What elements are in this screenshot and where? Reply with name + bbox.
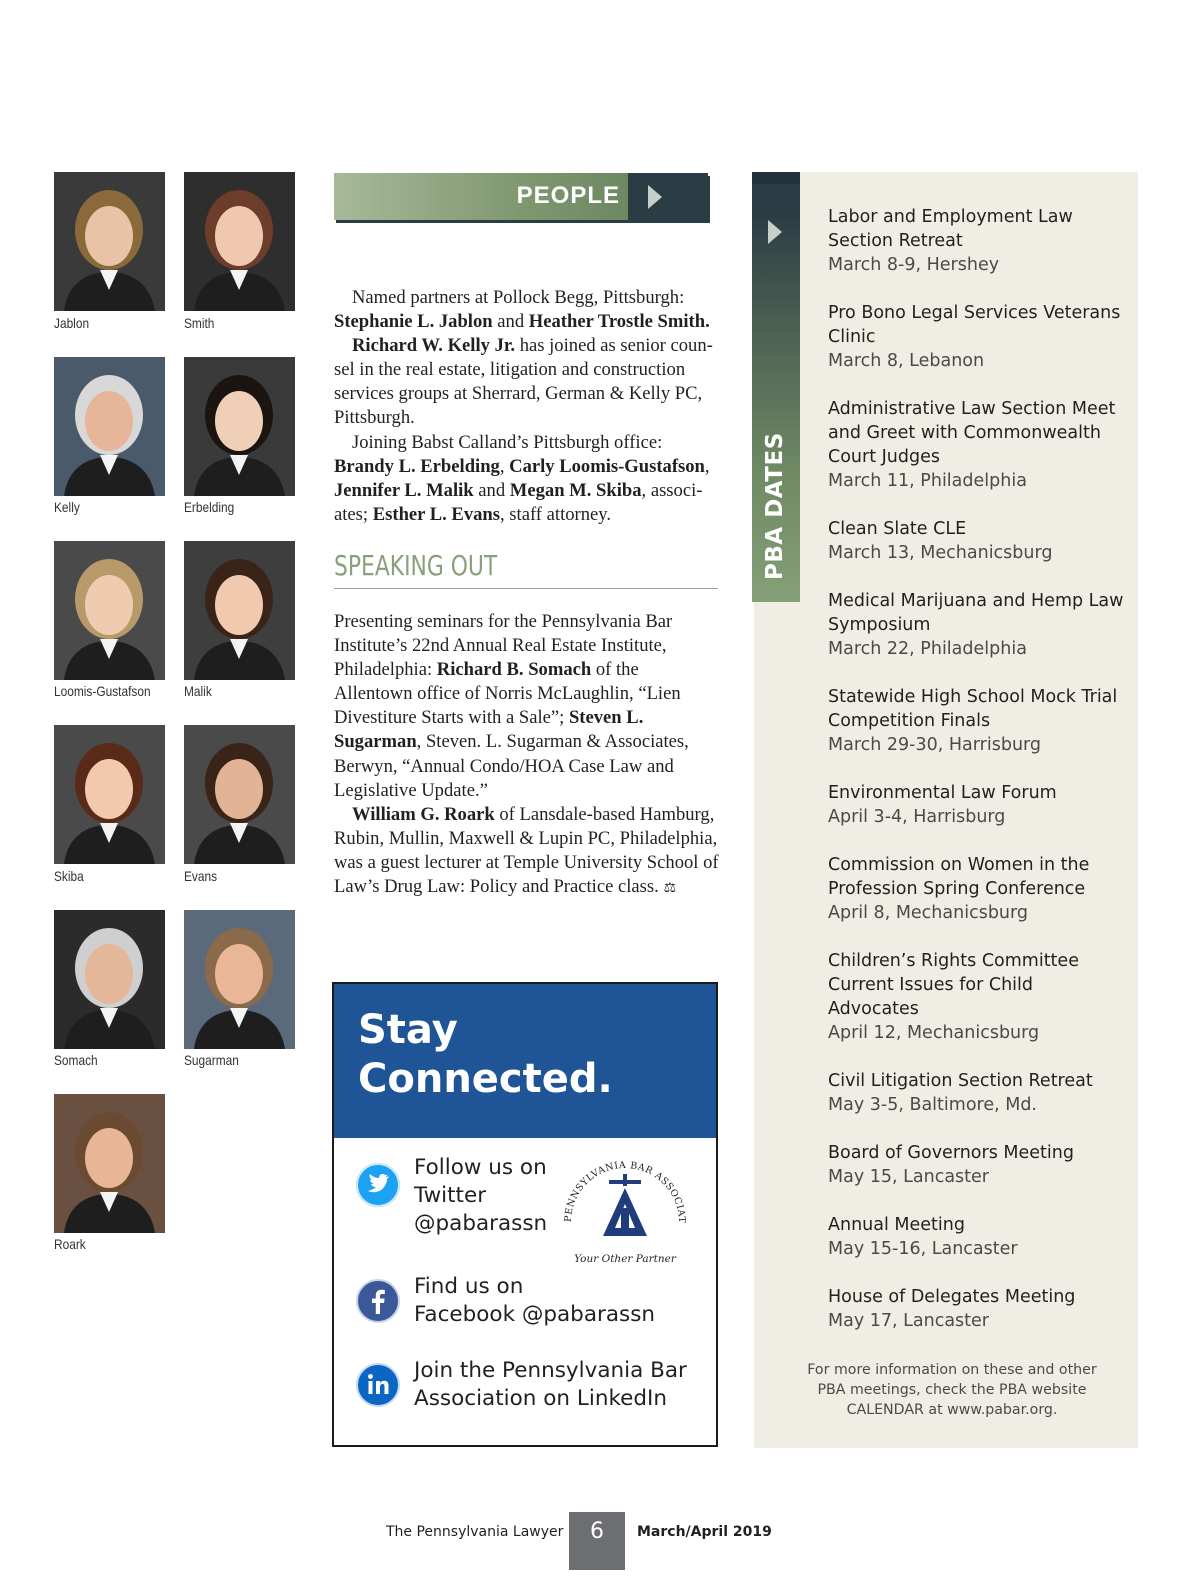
caption-malik: Malik: [184, 683, 212, 699]
speaking-paragraph-1: [334, 610, 720, 803]
banner-arrow: [628, 173, 708, 220]
text: of Lansdale-based Hamburg, Rubin, Mullin, Maxwell & Lupin PC, Philadelphia, was a guest lecturer at Temple University School of Law’s Drug Law: Policy and Practice class.: [334, 803, 719, 898]
linkedin-icon[interactable]: [356, 1363, 400, 1407]
event-date: March 22, Philadelphia: [828, 639, 1027, 659]
event-title: Medical Marijuana and Hemp Law Symposium: [828, 591, 1124, 635]
facebook-text[interactable]: [414, 1273, 655, 1329]
headshot-image: [184, 172, 295, 311]
headshot-image: [54, 172, 165, 311]
event-item: [828, 781, 1128, 829]
event-item: [828, 853, 1128, 925]
name-sugarman: Steven L. Sugarman: [334, 707, 644, 753]
people-paragraph-1: [334, 286, 720, 334]
event-title: Labor and Employment Law Section Retreat: [828, 207, 1073, 251]
caption-smith: Smith: [184, 315, 215, 331]
linkedin-text[interactable]: [414, 1357, 687, 1413]
event-item: [828, 685, 1128, 757]
caption-roark: Roark: [54, 1236, 86, 1252]
name-loomis-gustafson: Carly Loomis-Gustafson: [509, 455, 705, 477]
text: ,: [704, 455, 710, 477]
stay-connected-header: [334, 984, 716, 1138]
issue-date: March/April 2019: [637, 1524, 772, 1540]
event-date: March 29-30, Harrisburg: [828, 735, 1042, 755]
linkedin-row[interactable]: [356, 1358, 696, 1423]
speaking-paragraph-2: [334, 803, 720, 900]
text: of the Allentown office of Norris McLaughlin, “Lien Divestiture Starts with a Sale”;: [334, 659, 681, 729]
name-erbelding: Brandy L. Erbelding: [334, 455, 500, 477]
event-date: April 3-4, Harrisburg: [828, 807, 1006, 827]
name-jablon: Stephanie L. Jablon: [334, 311, 493, 333]
event-item: [828, 1069, 1128, 1117]
headshot-image: [184, 541, 295, 680]
caption-skiba: Skiba: [54, 868, 84, 884]
event-title: Commission on Women in the Profession Spring Conference: [828, 855, 1090, 899]
speaking-out-heading: [334, 549, 718, 589]
headshot-image: [54, 725, 165, 864]
text: Named partners at Pollock Begg, Pittsburgh:: [352, 287, 685, 308]
text: Presenting seminars for the Pennsylvania Bar Institute’s 22nd Annual Real Estate Institute, Philadelphia:: [334, 611, 673, 681]
facebook-line-1: Find us on: [414, 1274, 524, 1299]
event-date: March 13, Mechanicsburg: [828, 543, 1053, 563]
text: and: [492, 311, 529, 333]
people-banner-label: PEOPLE: [516, 182, 620, 209]
event-date: March 8-9, Hershey: [828, 255, 1000, 275]
event-title: Statewide High School Mock Trial Competition Finals: [828, 687, 1118, 731]
photo-jablon: [54, 172, 165, 311]
event-date: March 11, Philadelphia: [828, 471, 1027, 491]
caption-loomis-gustafson: Loomis-Gustafson: [54, 683, 151, 699]
facebook-line-2: Facebook @pabarassn: [414, 1302, 656, 1327]
headshot-image: [184, 357, 295, 496]
pba-dates-footer: For more information on these and other PBA meetings, check the PBA website CALENDAR at www.pabar.org.: [807, 1362, 1097, 1418]
caption-sugarman: Sugarman: [184, 1052, 239, 1068]
caption-kelly: Kelly: [54, 499, 80, 515]
event-item: [828, 397, 1128, 493]
twitter-line-2: Twitter: [414, 1183, 487, 1208]
people-paragraph-2: [334, 334, 720, 430]
event-item: [828, 1213, 1128, 1261]
publication-name: The Pennsylvania Lawyer: [386, 1524, 564, 1540]
headshot-image: [54, 541, 165, 680]
text: , staff attorney.: [500, 503, 612, 525]
caption-jablon: Jablon: [54, 315, 90, 331]
headshot-image: [54, 910, 165, 1049]
photo-roark: [54, 1094, 165, 1233]
event-item: [828, 1141, 1128, 1189]
headshot-image: [54, 357, 165, 496]
text: ,: [499, 455, 510, 477]
facebook-icon[interactable]: [356, 1279, 400, 1323]
text: , associ-ates;: [334, 479, 703, 525]
twitter-icon[interactable]: [356, 1163, 400, 1207]
name-skiba: Megan M. Skiba: [509, 479, 642, 501]
headshot-image: [184, 725, 295, 864]
event-title: Clean Slate CLE: [828, 519, 967, 539]
photo-evans: [184, 725, 295, 864]
name-evans: Esther L. Evans: [372, 503, 500, 525]
photo-somach: [54, 910, 165, 1049]
event-date: April 12, Mechanicsburg: [828, 1023, 1040, 1043]
page-number: 6: [569, 1512, 625, 1570]
twitter-text[interactable]: [414, 1154, 547, 1238]
arrow-right-icon: [648, 185, 662, 209]
arrow-down-icon: [768, 220, 782, 244]
speaking-out-article: [334, 610, 720, 900]
pba-dates-strip: [752, 172, 800, 602]
event-title: Children’s Rights Committee Current Issues for Child Advocates: [828, 951, 1079, 1019]
speaking-out-title: SPEAKING OUT: [334, 549, 498, 582]
event-title: Civil Litigation Section Retreat: [828, 1071, 1093, 1091]
event-title: Pro Bono Legal Services Veterans Clinic: [828, 303, 1121, 347]
event-date: May 15-16, Lancaster: [828, 1239, 1018, 1259]
photo-skiba: [54, 725, 165, 864]
text: Joining Babst Calland’s Pittsburgh office:: [352, 431, 663, 453]
text: and: [473, 479, 510, 501]
headshot-image: [184, 910, 295, 1049]
caption-erbelding: Erbelding: [184, 499, 235, 515]
photo-loomis-gustafson: [54, 541, 165, 680]
pba-logo: [557, 1152, 692, 1270]
name-smith: Heather Trostle Smith.: [528, 311, 710, 333]
event-item: [828, 517, 1128, 565]
logo-tagline: Your Other Partner: [574, 1253, 676, 1265]
event-item: [828, 589, 1128, 661]
photo-erbelding: [184, 357, 295, 496]
logo-arc-text: PENNSYLVANIA BAR ASSOCIAT: [562, 1159, 688, 1224]
event-date: May 17, Lancaster: [828, 1311, 989, 1331]
photo-kelly: [54, 357, 165, 496]
headshot-image: [54, 1094, 165, 1233]
name-somach: Richard B. Somach: [436, 659, 592, 681]
event-item: [828, 949, 1128, 1045]
pba-dates-label: PBA DATES: [762, 432, 788, 580]
people-banner: [334, 173, 708, 220]
stay-connected-box: [332, 982, 718, 1447]
twitter-line-1: Follow us on: [414, 1155, 547, 1180]
end-mark-icon: ⚖: [663, 880, 676, 897]
strip-cap: [752, 172, 800, 184]
text: , Steven. L. Sugarman & Associates, Berwyn, “Annual Condo/HOA Case Law and Legislative Update.”: [334, 731, 689, 801]
caption-somach: Somach: [54, 1052, 98, 1068]
linkedin-line-1: Join the Pennsylvania Bar: [414, 1358, 687, 1383]
event-item: [828, 205, 1128, 277]
twitter-handle: @pabarassn: [414, 1211, 548, 1236]
twitter-row[interactable]: [356, 1155, 556, 1251]
event-title: Administrative Law Section Meet and Greet with Commonwealth Court Judges: [828, 399, 1116, 467]
name-kelly: Richard W. Kelly Jr.: [352, 335, 516, 357]
name-roark: William G. Roark: [352, 803, 495, 825]
photo-sugarman: [184, 910, 295, 1049]
event-date: May 15, Lancaster: [828, 1167, 989, 1187]
photo-smith: [184, 172, 295, 311]
people-article: [334, 286, 720, 527]
event-title: Environmental Law Forum: [828, 783, 1057, 803]
people-paragraph-3: [334, 431, 720, 527]
text: has joined as senior coun-sel in the real estate, litigation and construction services groups at Sherrard, German & Kelly PC, Pittsburgh.: [334, 335, 713, 429]
facebook-row[interactable]: [356, 1274, 686, 1339]
event-item: [828, 301, 1128, 373]
name-malik: Jennifer L. Malik: [334, 479, 474, 501]
title-line-2: Connected.: [358, 1056, 613, 1102]
stay-connected-title: [358, 1006, 613, 1104]
event-title: Annual Meeting: [828, 1215, 965, 1235]
event-date: April 8, Mechanicsburg: [828, 903, 1029, 923]
photo-malik: [184, 541, 295, 680]
event-title: House of Delegates Meeting: [828, 1287, 1076, 1307]
event-date: May 3-5, Baltimore, Md.: [828, 1095, 1037, 1115]
event-date: March 8, Lebanon: [828, 351, 985, 371]
event-title: Board of Governors Meeting: [828, 1143, 1074, 1163]
linkedin-line-2: Association on LinkedIn: [414, 1386, 667, 1411]
title-line-1: Stay: [358, 1007, 458, 1053]
event-item: [828, 1285, 1128, 1333]
caption-evans: Evans: [184, 868, 218, 884]
